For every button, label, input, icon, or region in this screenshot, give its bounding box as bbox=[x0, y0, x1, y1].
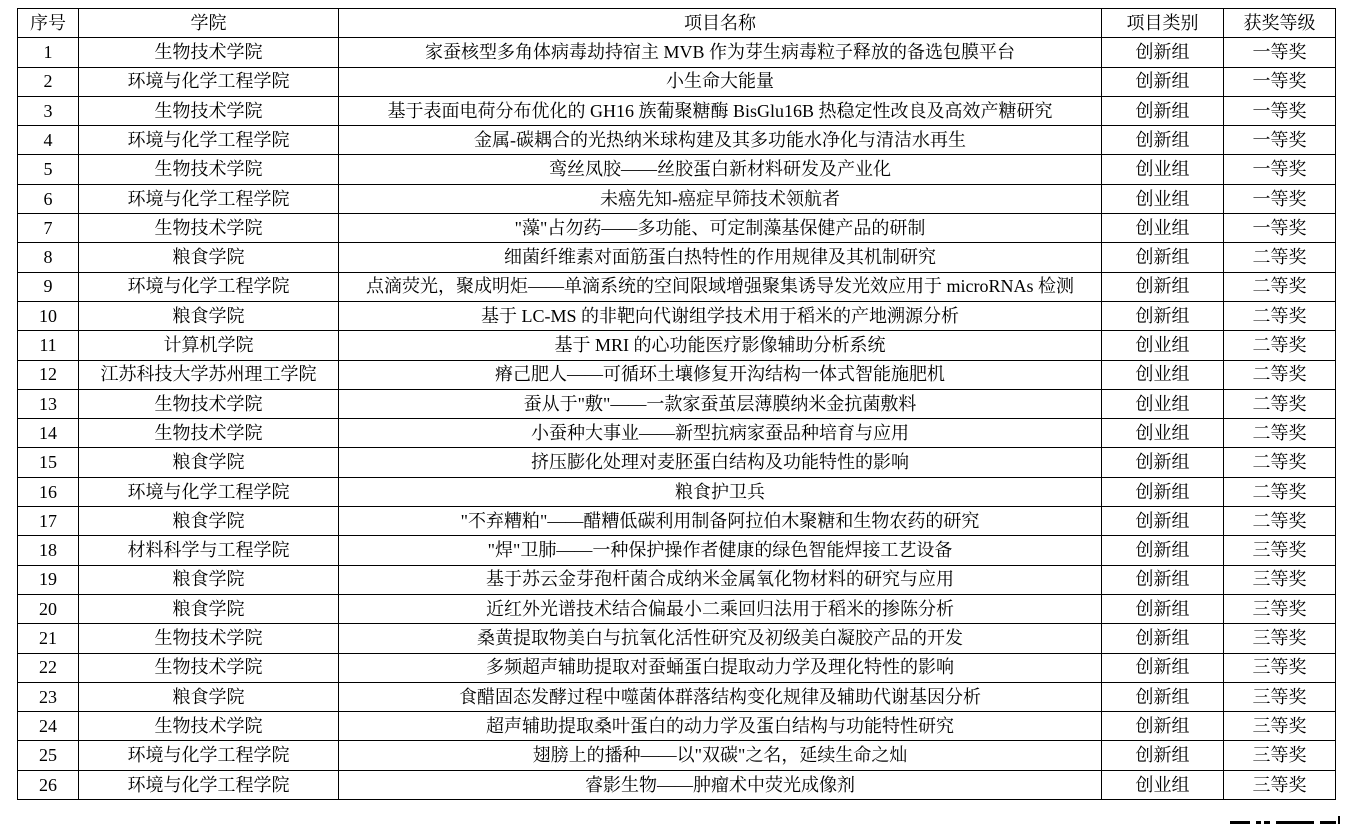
table-row bbox=[18, 741, 1336, 770]
cell-category: 创业组 bbox=[1102, 770, 1224, 799]
table-row bbox=[18, 624, 1336, 653]
cell-category: 创新组 bbox=[1102, 126, 1224, 155]
cell-college: 生物技术学院 bbox=[79, 38, 339, 67]
table-row bbox=[18, 594, 1336, 623]
cell-college: 粮食学院 bbox=[79, 565, 339, 594]
column-header-no: 序号 bbox=[18, 9, 79, 38]
cell-project: 超声辅助提取桑叶蛋白的动力学及蛋白结构与功能特性研究 bbox=[339, 712, 1102, 741]
cell-no: 20 bbox=[18, 594, 79, 623]
cell-project: 翅膀上的播种——以"双碳"之名，延续生命之灿 bbox=[339, 741, 1102, 770]
cell-category: 创新组 bbox=[1102, 741, 1224, 770]
award-results-table bbox=[17, 8, 1336, 800]
cell-no: 6 bbox=[18, 184, 79, 213]
cell-college: 环境与化学工程学院 bbox=[79, 126, 339, 155]
cell-project: 粮食护卫兵 bbox=[339, 477, 1102, 506]
table-row bbox=[18, 419, 1336, 448]
cell-college: 环境与化学工程学院 bbox=[79, 67, 339, 96]
cell-no: 17 bbox=[18, 507, 79, 536]
cell-no: 16 bbox=[18, 477, 79, 506]
cell-college: 生物技术学院 bbox=[79, 155, 339, 184]
dash-fragment bbox=[1264, 821, 1270, 824]
table-row bbox=[18, 155, 1336, 184]
cell-no: 26 bbox=[18, 770, 79, 799]
cell-category: 创新组 bbox=[1102, 565, 1224, 594]
cell-project: 家蚕核型多角体病毒劫持宿主 MVB 作为芽生病毒粒子释放的备选包膜平台 bbox=[339, 38, 1102, 67]
cell-college: 生物技术学院 bbox=[79, 96, 339, 125]
cell-category: 创新组 bbox=[1102, 653, 1224, 682]
cell-award: 三等奖 bbox=[1224, 770, 1336, 799]
table-row bbox=[18, 67, 1336, 96]
dash-fragment bbox=[1256, 821, 1261, 824]
cell-award: 二等奖 bbox=[1224, 331, 1336, 360]
cell-category: 创业组 bbox=[1102, 331, 1224, 360]
table-row bbox=[18, 214, 1336, 243]
column-header-college: 学院 bbox=[79, 9, 339, 38]
table-row bbox=[18, 712, 1336, 741]
cell-project: 多频超声辅助提取对蚕蛹蛋白提取动力学及理化特性的影响 bbox=[339, 653, 1102, 682]
cell-no: 2 bbox=[18, 67, 79, 96]
cell-category: 创新组 bbox=[1102, 301, 1224, 330]
table-row bbox=[18, 565, 1336, 594]
cell-project: 基于表面电荷分布优化的 GH16 族葡聚糖酶 BisGlu16B 热稳定性改良及高效产糖研究 bbox=[339, 96, 1102, 125]
cell-project: "焊"卫肺——一种保护操作者健康的绿色智能焊接工艺设备 bbox=[339, 536, 1102, 565]
cell-category: 创新组 bbox=[1102, 96, 1224, 125]
table-row bbox=[18, 126, 1336, 155]
cell-college: 粮食学院 bbox=[79, 682, 339, 711]
table-row bbox=[18, 243, 1336, 272]
column-header-project: 项目名称 bbox=[339, 9, 1102, 38]
table-row bbox=[18, 536, 1336, 565]
cell-project: 食醋固态发酵过程中噬菌体群落结构变化规律及辅助代谢基因分析 bbox=[339, 682, 1102, 711]
cell-project: 蚕从于"敷"——一款家蚕茧层薄膜纳米金抗菌敷料 bbox=[339, 389, 1102, 418]
cell-award: 一等奖 bbox=[1224, 38, 1336, 67]
cell-project: 基于 LC-MS 的非靶向代谢组学技术用于稻米的产地溯源分析 bbox=[339, 301, 1102, 330]
cell-award: 二等奖 bbox=[1224, 272, 1336, 301]
cell-category: 创业组 bbox=[1102, 214, 1224, 243]
cell-category: 创新组 bbox=[1102, 536, 1224, 565]
cell-college: 生物技术学院 bbox=[79, 389, 339, 418]
cutoff-next-row-fragment bbox=[1230, 816, 1342, 824]
cell-category: 创新组 bbox=[1102, 67, 1224, 96]
cell-project: "藻"占勿药——多功能、可定制藻基保健产品的研制 bbox=[339, 214, 1102, 243]
table-row bbox=[18, 96, 1336, 125]
cell-award: 二等奖 bbox=[1224, 389, 1336, 418]
cell-college: 粮食学院 bbox=[79, 448, 339, 477]
cell-project: 小生命大能量 bbox=[339, 67, 1102, 96]
cell-category: 创新组 bbox=[1102, 507, 1224, 536]
table-row bbox=[18, 770, 1336, 799]
cell-category: 创新组 bbox=[1102, 272, 1224, 301]
cell-no: 12 bbox=[18, 360, 79, 389]
dash-fragment bbox=[1230, 821, 1250, 824]
cell-award: 一等奖 bbox=[1224, 214, 1336, 243]
cell-award: 一等奖 bbox=[1224, 96, 1336, 125]
cell-college: 粮食学院 bbox=[79, 243, 339, 272]
cell-award: 三等奖 bbox=[1224, 624, 1336, 653]
cell-award: 二等奖 bbox=[1224, 507, 1336, 536]
cell-no: 13 bbox=[18, 389, 79, 418]
dash-fragment bbox=[1320, 821, 1336, 824]
cell-category: 创新组 bbox=[1102, 243, 1224, 272]
cell-no: 21 bbox=[18, 624, 79, 653]
cell-college: 环境与化学工程学院 bbox=[79, 272, 339, 301]
cell-category: 创新组 bbox=[1102, 682, 1224, 711]
cell-college: 粮食学院 bbox=[79, 507, 339, 536]
cell-no: 24 bbox=[18, 712, 79, 741]
cell-no: 5 bbox=[18, 155, 79, 184]
table-row bbox=[18, 507, 1336, 536]
column-header-category: 项目类别 bbox=[1102, 9, 1224, 38]
cell-college: 生物技术学院 bbox=[79, 624, 339, 653]
cell-no: 15 bbox=[18, 448, 79, 477]
cell-award: 三等奖 bbox=[1224, 565, 1336, 594]
cell-award: 二等奖 bbox=[1224, 448, 1336, 477]
table-row bbox=[18, 184, 1336, 213]
cell-no: 3 bbox=[18, 96, 79, 125]
cell-project: 鸾丝凤胶——丝胶蛋白新材料研发及产业化 bbox=[339, 155, 1102, 184]
cell-no: 4 bbox=[18, 126, 79, 155]
table-row bbox=[18, 653, 1336, 682]
table-row bbox=[18, 360, 1336, 389]
cell-award: 二等奖 bbox=[1224, 243, 1336, 272]
cell-award: 三等奖 bbox=[1224, 712, 1336, 741]
cell-category: 创业组 bbox=[1102, 360, 1224, 389]
table-body bbox=[18, 38, 1336, 800]
cell-category: 创业组 bbox=[1102, 155, 1224, 184]
cell-project: 瘠己肥人——可循环土壤修复开沟结构一体式智能施肥机 bbox=[339, 360, 1102, 389]
cell-category: 创新组 bbox=[1102, 594, 1224, 623]
cell-college: 环境与化学工程学院 bbox=[79, 477, 339, 506]
table-row bbox=[18, 477, 1336, 506]
cell-college: 生物技术学院 bbox=[79, 419, 339, 448]
table-row bbox=[18, 331, 1336, 360]
cell-category: 创业组 bbox=[1102, 184, 1224, 213]
cell-project: 挤压膨化处理对麦胚蛋白结构及功能特性的影响 bbox=[339, 448, 1102, 477]
cell-no: 9 bbox=[18, 272, 79, 301]
cell-no: 11 bbox=[18, 331, 79, 360]
cell-college: 江苏科技大学苏州理工学院 bbox=[79, 360, 339, 389]
cell-project: 桑黄提取物美白与抗氧化活性研究及初级美白凝胶产品的开发 bbox=[339, 624, 1102, 653]
cell-no: 14 bbox=[18, 419, 79, 448]
cell-no: 19 bbox=[18, 565, 79, 594]
cell-award: 二等奖 bbox=[1224, 301, 1336, 330]
cell-college: 环境与化学工程学院 bbox=[79, 184, 339, 213]
table-row bbox=[18, 389, 1336, 418]
table-row bbox=[18, 272, 1336, 301]
table-row bbox=[18, 682, 1336, 711]
cell-no: 23 bbox=[18, 682, 79, 711]
column-header-award: 获奖等级 bbox=[1224, 9, 1336, 38]
cell-no: 25 bbox=[18, 741, 79, 770]
cell-award: 三等奖 bbox=[1224, 594, 1336, 623]
cell-category: 创新组 bbox=[1102, 712, 1224, 741]
cell-project: 金属-碳耦合的光热纳米球构建及其多功能水净化与清洁水再生 bbox=[339, 126, 1102, 155]
cell-project: 小蚕种大事业——新型抗病家蚕品种培育与应用 bbox=[339, 419, 1102, 448]
cell-no: 18 bbox=[18, 536, 79, 565]
cell-college: 生物技术学院 bbox=[79, 712, 339, 741]
cell-college: 粮食学院 bbox=[79, 594, 339, 623]
cell-award: 三等奖 bbox=[1224, 653, 1336, 682]
cell-college: 环境与化学工程学院 bbox=[79, 770, 339, 799]
cell-no: 1 bbox=[18, 38, 79, 67]
cell-college: 生物技术学院 bbox=[79, 653, 339, 682]
table-row bbox=[18, 301, 1336, 330]
cell-award: 三等奖 bbox=[1224, 741, 1336, 770]
cell-college: 计算机学院 bbox=[79, 331, 339, 360]
cell-award: 一等奖 bbox=[1224, 155, 1336, 184]
cell-project: 点滴荧光，聚成明炬——单滴系统的空间限域增强聚集诱导发光效应用于 microRNAs 检测 bbox=[339, 272, 1102, 301]
cell-no: 10 bbox=[18, 301, 79, 330]
cell-project: "不弃糟粕"——醋糟低碳利用制备阿拉伯木聚糖和生物农药的研究 bbox=[339, 507, 1102, 536]
cell-no: 22 bbox=[18, 653, 79, 682]
cell-category: 创新组 bbox=[1102, 448, 1224, 477]
cell-project: 近红外光谱技术结合偏最小二乘回归法用于稻米的掺陈分析 bbox=[339, 594, 1102, 623]
cell-project: 睿影生物——肿瘤术中荧光成像剂 bbox=[339, 770, 1102, 799]
cell-award: 一等奖 bbox=[1224, 67, 1336, 96]
cell-award: 三等奖 bbox=[1224, 682, 1336, 711]
cell-no: 8 bbox=[18, 243, 79, 272]
dash-fragment bbox=[1276, 821, 1314, 824]
cell-college: 生物技术学院 bbox=[79, 214, 339, 243]
cell-college: 材料科学与工程学院 bbox=[79, 536, 339, 565]
dash-fragment bbox=[1338, 816, 1340, 824]
cell-college: 环境与化学工程学院 bbox=[79, 741, 339, 770]
table-header-row bbox=[18, 9, 1336, 38]
cell-college: 粮食学院 bbox=[79, 301, 339, 330]
cell-award: 一等奖 bbox=[1224, 184, 1336, 213]
table-row bbox=[18, 448, 1336, 477]
table-row bbox=[18, 38, 1336, 67]
cell-category: 创新组 bbox=[1102, 624, 1224, 653]
cell-category: 创新组 bbox=[1102, 477, 1224, 506]
cell-award: 二等奖 bbox=[1224, 360, 1336, 389]
cell-award: 三等奖 bbox=[1224, 536, 1336, 565]
cell-project: 基于苏云金芽孢杆菌合成纳米金属氧化物材料的研究与应用 bbox=[339, 565, 1102, 594]
cell-project: 基于 MRI 的心功能医疗影像辅助分析系统 bbox=[339, 331, 1102, 360]
cell-no: 7 bbox=[18, 214, 79, 243]
cell-category: 创新组 bbox=[1102, 38, 1224, 67]
cell-award: 一等奖 bbox=[1224, 126, 1336, 155]
cell-category: 创业组 bbox=[1102, 419, 1224, 448]
cell-project: 细菌纤维素对面筋蛋白热特性的作用规律及其机制研究 bbox=[339, 243, 1102, 272]
cell-category: 创业组 bbox=[1102, 389, 1224, 418]
cell-award: 二等奖 bbox=[1224, 419, 1336, 448]
cell-project: 未癌先知-癌症早筛技术领航者 bbox=[339, 184, 1102, 213]
cell-award: 二等奖 bbox=[1224, 477, 1336, 506]
